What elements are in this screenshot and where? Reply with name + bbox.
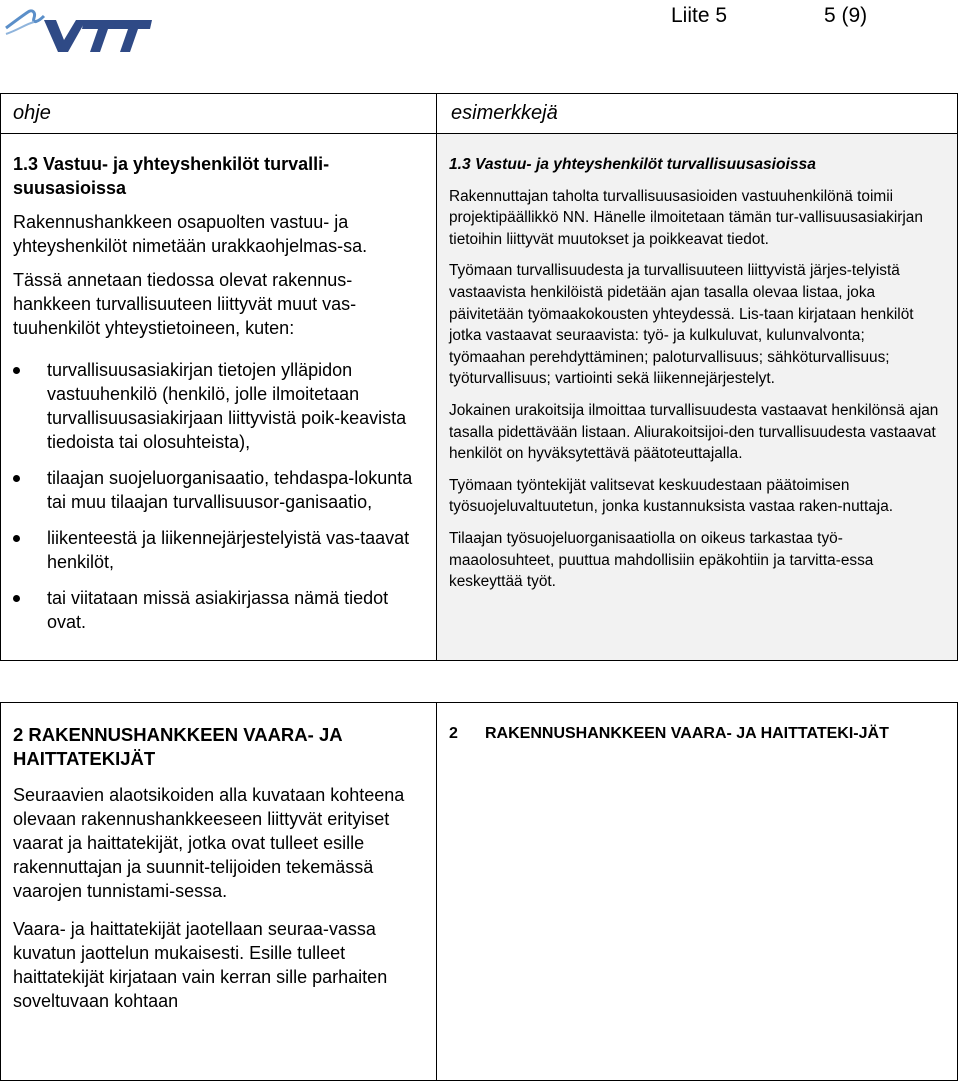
bullet-item: liikenteestä ja liikennejärjestelyistä vas-taavat henkilöt, bbox=[47, 526, 422, 574]
section-2-table bbox=[0, 702, 958, 1081]
example-section-title: 1.3 Vastuu- ja yhteyshenkilöt turvallisuusasioissa bbox=[449, 156, 816, 173]
example-section-2-title bbox=[449, 723, 945, 745]
guidance-bullet-list bbox=[13, 358, 422, 634]
guidance-paragraph: Seuraavien alaotsikoiden alla kuvataan kohteena olevaan rakennushankkeeseen liittyvät erityiset vaarat ja haittatekijät, jotka ovat tulleet esille rakennuttajan ja suunnit-telijoiden tekemässä vaarojen tunnistami-sessa. bbox=[13, 785, 405, 901]
bullet-item: tilaajan suojeluorganisaatio, tehdaspa-lokunta tai muu tilaajan turvallisuusor-ganisaatio, bbox=[47, 466, 422, 514]
page-header bbox=[0, 4, 960, 28]
example-cell-2 bbox=[437, 703, 958, 1081]
guidance-cell bbox=[1, 134, 437, 661]
example-paragraph: Jokainen urakoitsija ilmoittaa turvallisuudesta vastaavat henkilönsä ajan tasalla pidettävään listaan. Aliurakoitsijoi-den turvallisuudesta vastaavat henkilöt on hyväksytettävä päätoteuttajalla. bbox=[449, 401, 939, 463]
column-label-esimerkkeja: esimerkkejä bbox=[451, 102, 558, 124]
section-title-text: RAKENNUSHANKKEEN VAARA- JA HAITTATEKI-JÄT bbox=[485, 725, 889, 742]
example-cell bbox=[437, 134, 958, 661]
section-1-table bbox=[0, 93, 958, 661]
column-header-esimerkkeja bbox=[437, 94, 958, 134]
bullet-item: turvallisuusasiakirjan tietojen ylläpidon vastuuhenkilö (henkilö, jolle ilmoitetaan turvallisuusasiakirjaan liittyvistä poik-keavista tiedoista tai olosuhteista), bbox=[47, 358, 422, 454]
column-header-ohje bbox=[1, 94, 437, 134]
guidance-paragraph: Vaara- ja haittatekijät jaotellaan seuraa-vassa kuvatun jaottelun mukaisesti. Esille tulleet haittatekijät kirjataan vain kerran sille parhaiten soveltuvaan kohtaan bbox=[13, 919, 388, 1011]
example-paragraph: Työmaan turvallisuudesta ja turvallisuuteen liittyvistä järjes-telyistä vastaavista henkilöistä pidetään ajan tasalla olevaa listaa, joka päivitetään työmaakokousten yhteydessä. Lis-taan kirjataan henkilöt jotka vastaavat seuraavista: työ- ja kulkuluvat, kulunvalvonta; työmaahan perehdyttäminen; paloturvallisuus; sähköturvallisuus; työturvallisuus; vartiointi sekä liikennejärjestelyt. bbox=[449, 262, 914, 388]
guidance-cell-2 bbox=[1, 703, 437, 1081]
guidance-paragraph: Tässä annetaan tiedossa olevat rakennus-hankkeen turvallisuuteen liittyvät muut vas-tuuhenkilöt yhteystietoineen, kuten: bbox=[13, 270, 357, 338]
section-2-title: 2 RAKENNUSHANKKEEN VAARA- JA HAITTATEKIJÄT bbox=[13, 724, 342, 769]
column-label-ohje: ohje bbox=[13, 102, 51, 124]
section-title: 1.3 Vastuu- ja yhteyshenkilöt turvalli-suusasioissa bbox=[13, 154, 330, 198]
section-number: 2 bbox=[449, 725, 458, 742]
appendix-label: Liite 5 bbox=[671, 4, 728, 27]
guidance-paragraph: Rakennushankkeen osapuolten vastuu- ja yhteyshenkilöt nimetään urakkaohjelmas-sa. bbox=[13, 212, 368, 256]
bullet-item: tai viitataan missä asiakirjassa nämä tiedot ovat. bbox=[47, 586, 422, 634]
example-paragraph: Työmaan työntekijät valitsevat keskuudestaan päätoimisen työsuojeluvaltuutetun, jonka kustannuksista vastaa raken-nuttaja. bbox=[449, 476, 894, 516]
example-paragraph: Tilaajan työsuojeluorganisaatiolla on oikeus tarkastaa työ-maaolosuhteet, puuttua mahdollisiin epäkohtiin ja tarvitta-essa keskeyttää työt. bbox=[449, 529, 874, 591]
example-paragraph: Rakennuttajan taholta turvallisuusasioiden vastuuhenkilönä toimii projektipäällikkö NN. Hänelle ilmoitetaan tämän tur-vallisuusasiakirjan tietoihin liittyvät muutokset ja poikkeavat tiedot. bbox=[449, 187, 923, 248]
page-number: 5 (9) bbox=[824, 4, 868, 27]
